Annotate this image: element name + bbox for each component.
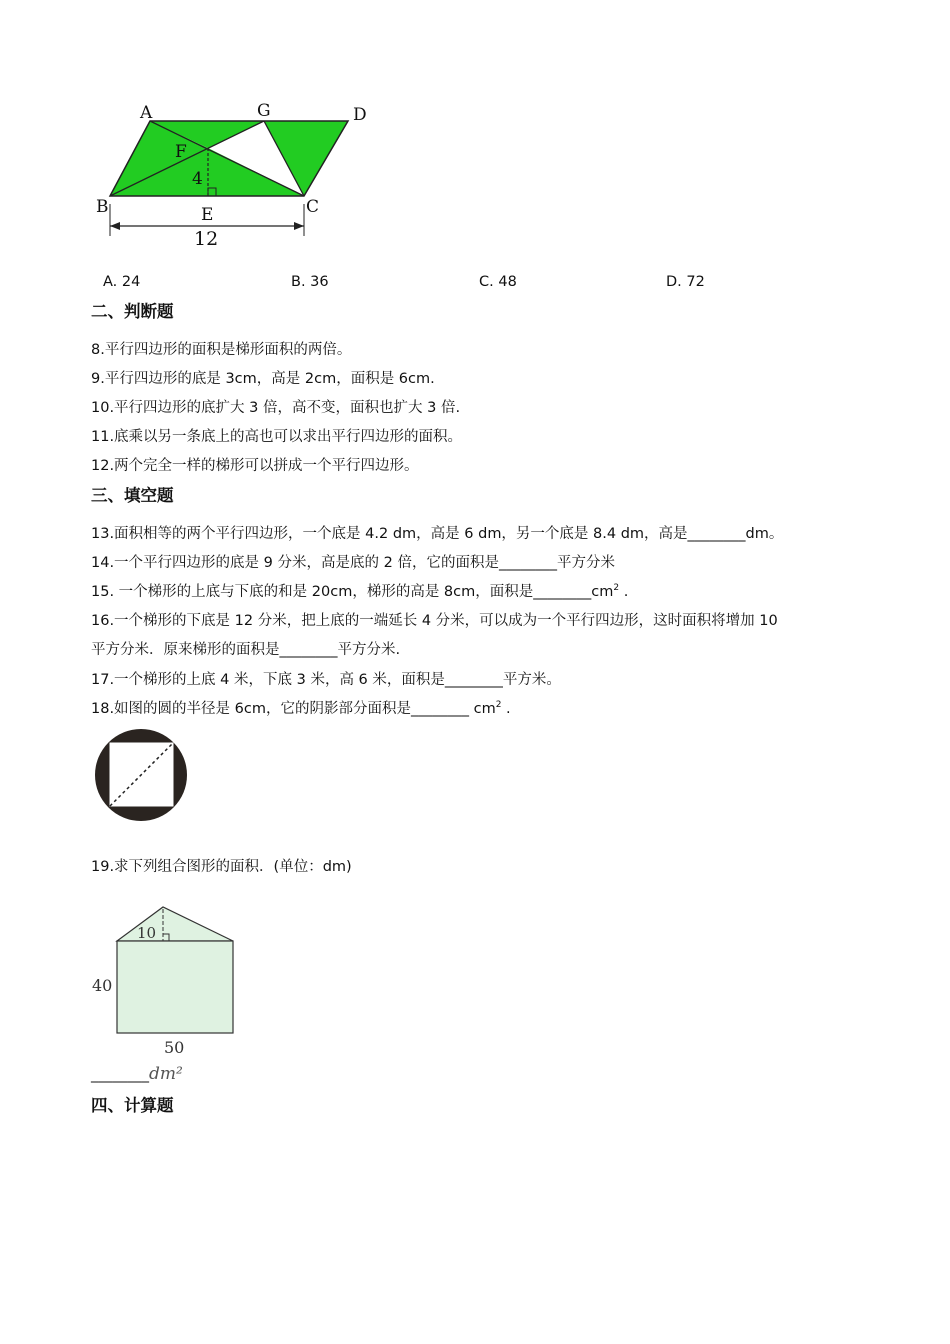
label-triangle-height: 10 [137, 924, 157, 942]
answer-blank[interactable]: ________ [91, 1067, 149, 1083]
question-8: 8.平行四边形的面积是梯形面积的两倍。 [91, 342, 352, 358]
label-C: C [306, 197, 320, 217]
label-E: E [201, 205, 214, 225]
question-9: 9.平行四边形的底是 3cm，高是 2cm，面积是 6cm. [91, 371, 435, 387]
choice-b[interactable]: B. 36 [291, 274, 329, 290]
label-height: 40 [92, 976, 113, 995]
question-13: 13.面积相等的两个平行四边形，一个底是 4.2 dm，高是 6 dm，另一个底是 8.4 dm，高是________dm。 [91, 526, 784, 542]
question-16-line2: 平方分米．原来梯形的面积是________平方分米. [91, 642, 401, 658]
label-G: G [257, 101, 271, 121]
question-15-end: . [619, 584, 629, 600]
composite-figure [90, 905, 236, 1057]
section-title-judge: 二、判断题 [91, 302, 174, 321]
question-18-sup: 2 [495, 700, 502, 711]
choice-c[interactable]: C. 48 [479, 274, 517, 290]
label-D: D [353, 105, 367, 125]
question-18 [91, 699, 511, 719]
choice-d[interactable]: D. 72 [666, 274, 705, 290]
question-10: 10.平行四边形的底扩大 3 倍，高不变，面积也扩大 3 倍. [91, 400, 461, 416]
label-B: B [96, 197, 109, 217]
section-title-calc: 四、计算题 [91, 1096, 174, 1115]
label-base-12: 12 [194, 228, 219, 250]
label-height-4: 4 [192, 169, 203, 189]
question-15-text: 15. 一个梯形的上底与下底的和是 20cm，梯形的高是 8cm，面积是________cm [91, 584, 614, 600]
question-15-sup: 2 [613, 583, 620, 594]
circle-square-figure [93, 728, 191, 824]
question-11: 11.底乘以另一条底上的高也可以求出平行四边形的面积。 [91, 429, 463, 445]
answer-unit: dm² [149, 1064, 183, 1084]
triangle-part [117, 907, 233, 941]
question-18-end: . [501, 701, 511, 717]
parallelogram-figure [90, 96, 380, 256]
rectangle-part [117, 941, 233, 1033]
question-17: 17.一个梯形的上底 4 米，下底 3 米，高 6 米，面积是________平方米。 [91, 672, 561, 688]
answer-line-19 [91, 1064, 183, 1085]
label-F: F [175, 142, 187, 162]
section-title-fill: 三、填空题 [91, 486, 174, 505]
question-18-text: 18.如图的圆的半径是 6cm，它的阴影部分面积是________ cm [91, 701, 496, 717]
question-15 [91, 582, 628, 602]
label-A: A [140, 103, 153, 123]
question-14: 14.一个平行四边形的底是 9 分米，高是底的 2 倍，它的面积是________平方分米 [91, 555, 615, 571]
choice-a[interactable]: A. 24 [103, 274, 141, 290]
label-base: 50 [164, 1038, 185, 1057]
question-19: 19.求下列组合图形的面积．(单位：dm) [91, 859, 352, 875]
question-12: 12.两个完全一样的梯形可以拼成一个平行四边形。 [91, 458, 419, 474]
question-16-line1: 16.一个梯形的下底是 12 分米，把上底的一端延长 4 分米，可以成为一个平行四边形，这时面积将增加 10 [91, 613, 778, 629]
